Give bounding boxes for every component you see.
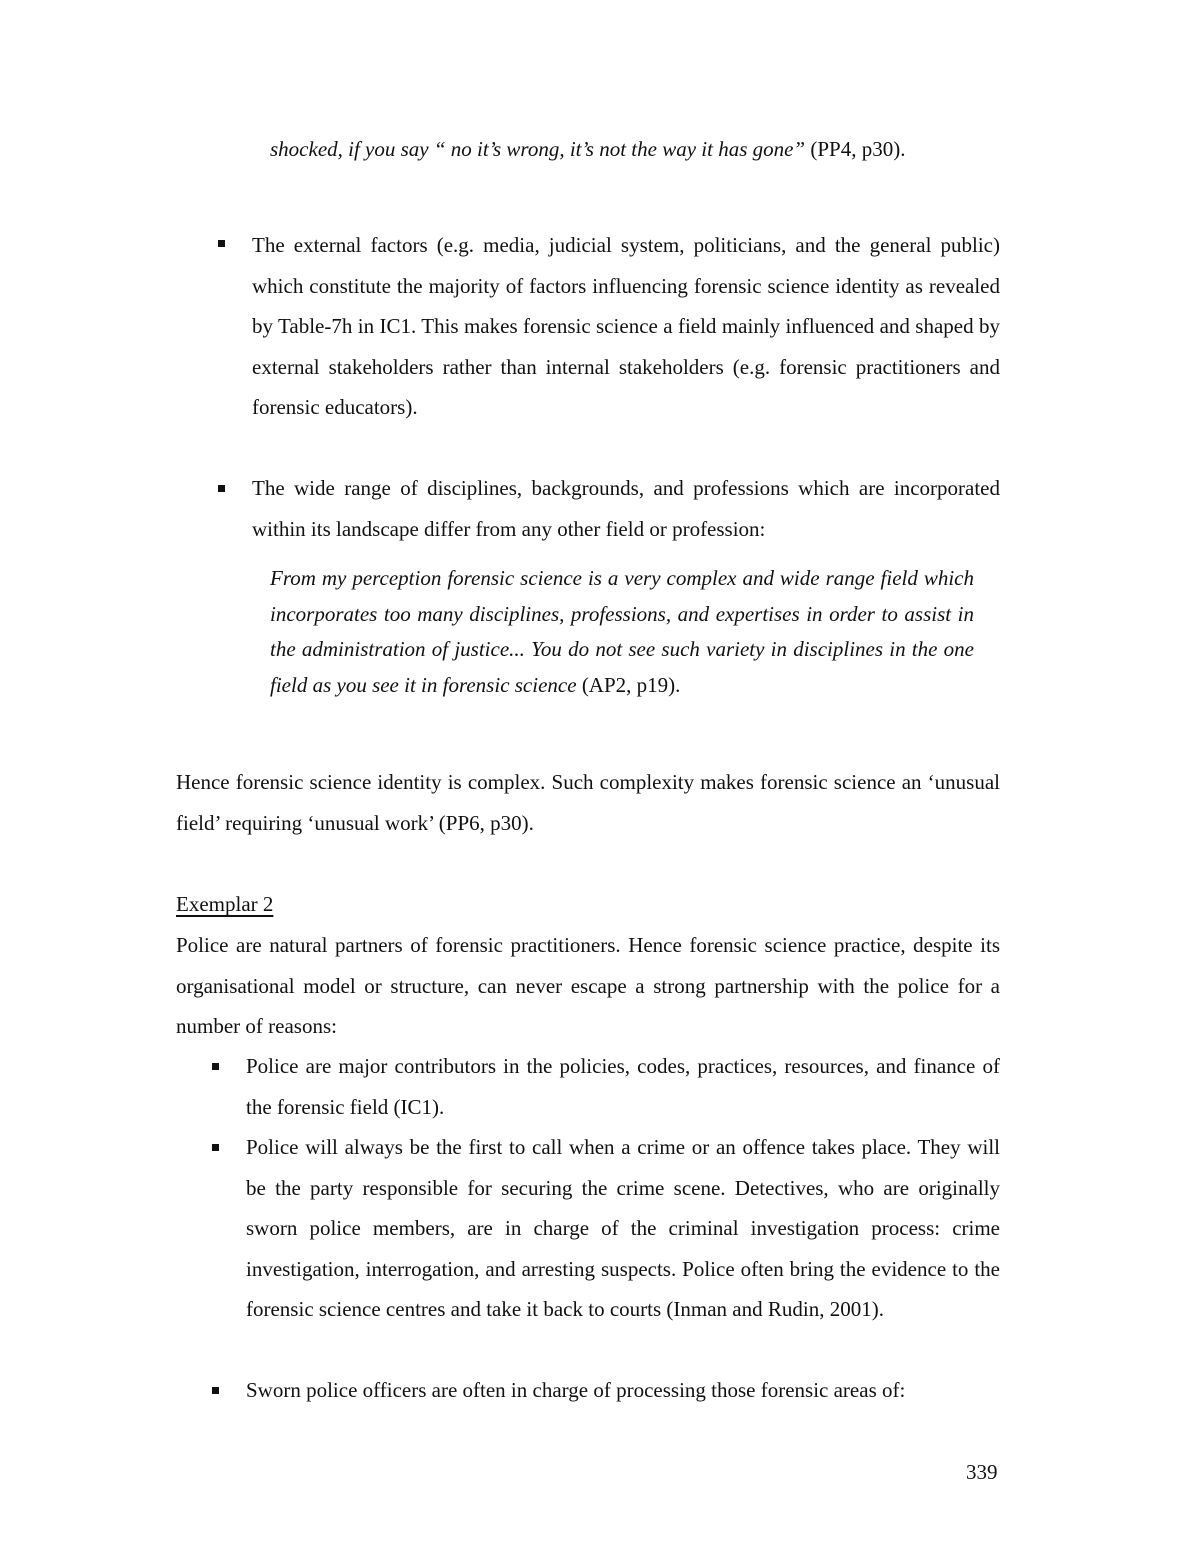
- page-number: 339: [966, 1460, 998, 1484]
- exemplar-intro: Police are natural partners of forensic practitioners. Hence forensic science practice, despite its organisational model or structure, can never escape a strong partnership with the police for a number of reasons:: [176, 933, 1000, 1038]
- bullet-external-factors: The external factors (e.g. media, judicial system, politicians, and the general public) which constitute the majority of factors influencing forensic science identity as revealed by Table-7h in IC1. This makes forensic science a field mainly influenced and shaped by external stakeholders rather than internal stakeholders (e.g. forensic practitioners and forensic educators).: [252, 233, 1000, 419]
- summary-paragraph: Hence forensic science identity is complex. Such complexity makes forensic science an ‘unusual field’ requiring ‘unusual work’ (PP6, p30).: [176, 770, 1000, 835]
- continued-quote: [270, 129, 976, 170]
- bullet-marker: [212, 1387, 222, 1397]
- block-quote: [270, 561, 974, 703]
- block-quote-ref: (AP2, p19).: [576, 672, 681, 697]
- bullet-police-contributors: Police are major contributors in the policies, codes, practices, resources, and finance of the forensic field (IC1).: [246, 1054, 1000, 1119]
- block-quote-text: From my perception forensic science is a very complex and wide range field which incorporates too many disciplines, professions, and expertises in order to assist in the administration of justice... You do not see such variety in disciplines in the one field as you see it in forensic science: [270, 566, 974, 697]
- bullet-marker: [218, 240, 228, 250]
- continued-quote-text: shocked, if you say “ no it’s wrong, it’s not the way it has gone”: [270, 137, 806, 161]
- section-heading: Exemplar 2: [176, 892, 274, 916]
- bullet-police-first-call: Police will always be the first to call when a crime or an offence takes place. They will be the party responsible for securing the crime scene. Detectives, who are originally sworn police members, are in charge of the criminal investigation process: crime investigation, interrogation, and arresting suspects. Police often bring the evidence to the forensic science centres and take it back to courts (Inman and Rudin, 2001).: [246, 1135, 1000, 1321]
- bullet-wide-range: The wide range of disciplines, backgrounds, and professions which are incorporated within its landscape differ from any other field or profession:: [252, 476, 1000, 541]
- bullet-sworn-officers: Sworn police officers are often in charge of processing those forensic areas of:: [246, 1378, 906, 1402]
- bullet-marker: [212, 1144, 222, 1154]
- continued-quote-ref: (PP4, p30).: [805, 137, 906, 161]
- bullet-marker: [212, 1063, 222, 1073]
- bullet-marker: [218, 485, 228, 495]
